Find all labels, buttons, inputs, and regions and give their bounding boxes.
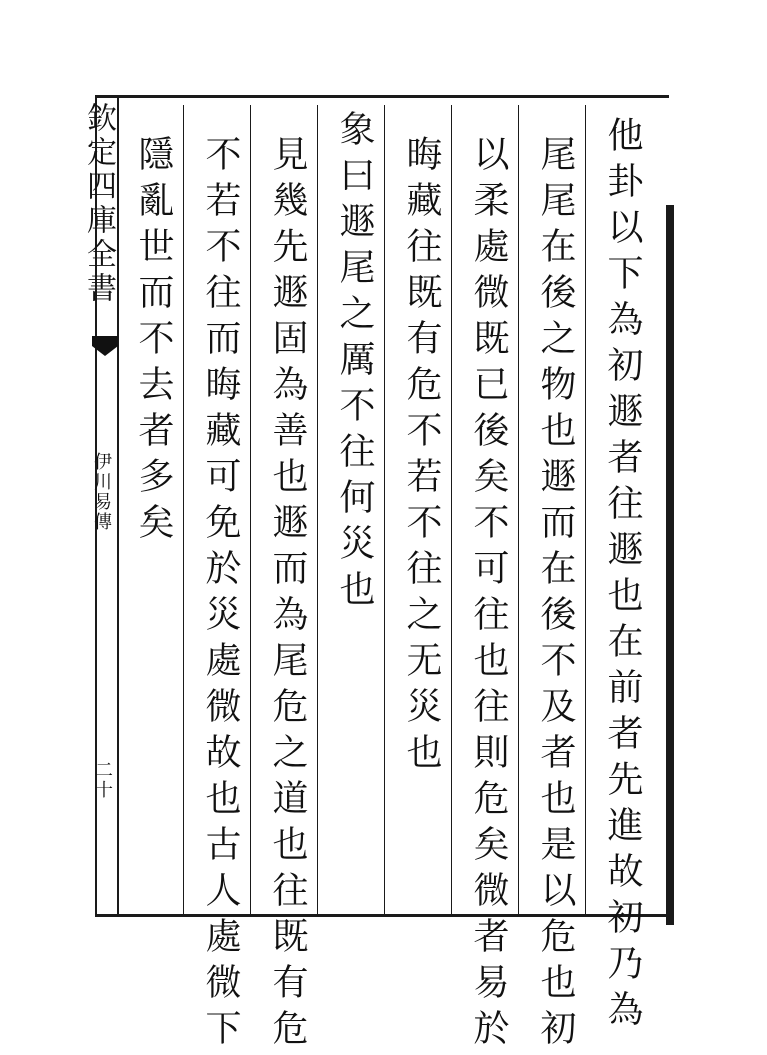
- column-divider: [183, 105, 184, 915]
- text-column-4: 晦藏往既有危不若不往之无災也: [401, 135, 442, 779]
- top-border: [95, 95, 669, 98]
- text-column-3: 以柔處微既已後矣不可往也往則危矣微者易於: [468, 135, 509, 1055]
- fish-tail-mark: [90, 334, 120, 360]
- column-divider: [451, 105, 452, 915]
- column-divider: [384, 105, 385, 915]
- text-column-6: 見幾先遯固為善也遯而為尾危之道也往既有危: [267, 135, 308, 1055]
- collection-title: 欽定四庫全書: [81, 102, 116, 306]
- right-border: [666, 205, 674, 925]
- text-column-2: 尾尾在後之物也遯而在後不及者也是以危也初: [535, 135, 576, 1055]
- text-column-7: 不若不往而晦藏可免於災處微故也古人處微下: [200, 135, 241, 1055]
- column-divider: [518, 105, 519, 915]
- column-divider: [317, 105, 318, 915]
- book-title: 伊川易傳: [91, 452, 112, 532]
- text-column-8: 隱亂世而不去者多矣: [133, 135, 174, 549]
- text-column-1: 他卦以下為初遯者往遯也在前者先進故初乃為: [602, 116, 643, 1036]
- column-divider: [585, 105, 586, 915]
- column-divider: [250, 105, 251, 915]
- text-column-5: 象曰遯尾之厲不往何災也: [334, 110, 375, 616]
- page-number: 二十: [92, 760, 113, 800]
